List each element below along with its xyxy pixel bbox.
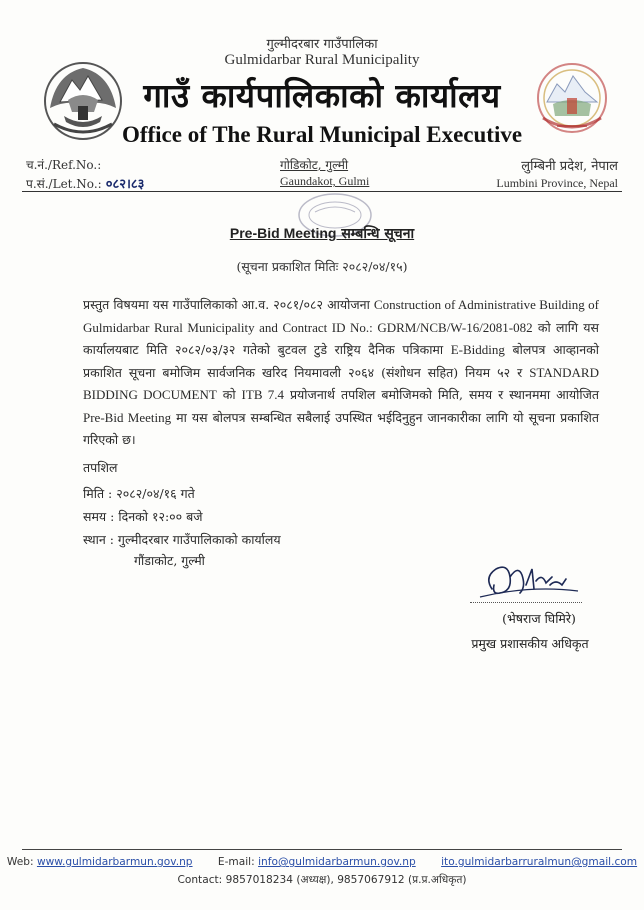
province-np: लुम्बिनी प्रदेश, नेपाल [521, 159, 618, 174]
letter-number-label: प.सं./Let.No.: [26, 177, 102, 191]
body-text: प्रयोजनार्थ तपशिल बमोजिमको मिति, समय र स्थानममा आयोजित [283, 387, 599, 402]
bidding-type: E-Bidding [450, 342, 505, 357]
body-text: बोलपत्र आव्हानको प्रकाशित सूचना बमोजिम सार्वजनिक खरिद नियमावली २०६४ (संशोधन सहित) नियम ५२ र [83, 342, 599, 380]
notice-body [83, 294, 599, 452]
footer-divider [22, 849, 622, 850]
province-en: Lumbini Province, Nepal [496, 176, 618, 190]
office-location-np: गोडिकोट, गुल्मी [280, 158, 349, 172]
body-text: प्रस्तुत विषयमा यस गाउँपालिकाको आ.व. २०८१/०८२ आयोजना [83, 297, 374, 312]
schedule-place-line2: गौंडाकोट, गुल्मी [134, 553, 205, 568]
municipality-name-np: गुल्मीदरबार गाउँपालिका [266, 37, 378, 52]
letter-number-value: ०८२।८३ [105, 177, 145, 192]
office-title-en: Office of The Rural Municipal Executive [121, 122, 523, 147]
schedule-heading: तपशिल [83, 460, 118, 475]
footer-links [0, 856, 644, 868]
publication-date: (सूचना प्रकाशित मितिः २०८२/०४/१५) [236, 259, 408, 274]
website-link[interactable]: www.gulmidarbarmun.gov.np [36, 856, 193, 868]
project-name: Construction of Administrative Building of Gulmidarbar Rural Municipality and Contract ID No.: GDRM/NCB/W-16/2081-082 [83, 297, 599, 335]
body-text: मा यस बोलपत्र सम्बन्धित सबैलाई उपस्थित भईदिनुहुन जानकारीका लागि यो सूचना प्रकाशित गरिएको छ। [83, 409, 599, 447]
office-title-np: गाउँ कार्यपालिकाको कार्यालय [143, 76, 501, 115]
signatory-title: प्रमुख प्रशासकीय अधिकृत [471, 636, 589, 651]
email2-link[interactable]: ito.gulmidarbarruralmun@gmail.com [441, 856, 638, 868]
schedule-time: समय : दिनको १२:०० बजे [83, 509, 203, 524]
municipality-name-en: Gulmidarbar Rural Municipality [224, 52, 420, 68]
meeting-name: Pre-Bid Meeting [83, 409, 172, 425]
itb-reference: ITB 7.4 [241, 387, 284, 402]
letter-number [26, 174, 144, 192]
schedule-date: मिति : २०८२/०४/१६ गते [83, 486, 195, 501]
email-link[interactable]: info@gulmidarbarmun.gov.np [258, 856, 416, 868]
office-location-en: Gaundakot, Gulmi [280, 174, 370, 188]
notice-title-np: सम्बन्धि सूचना [341, 226, 415, 242]
email-label: E-mail: [217, 856, 255, 868]
notice-title [0, 224, 644, 243]
web-label: Web: [6, 856, 34, 868]
notice-title-en: Pre-Bid Meeting [229, 225, 337, 241]
body-text: को [216, 387, 242, 402]
signatory-name: (भेषराज घिमिरे) [502, 611, 576, 626]
footer-contact: Contact: 9857018234 (अध्यक्ष), 9857067912 (प्र.प्र.अधिकृत) [177, 874, 467, 886]
body-text: को लागि यस कार्यालयबाट मिति २०८२/०३/३२ गतेको बुटवल टुडे राष्ट्रिय दैनिक पत्रिकामा [83, 319, 600, 357]
signature-icon [470, 555, 590, 605]
schedule-place: स्थान : गुल्मीदरबार गाउँपालिकाको कार्यालय [83, 532, 281, 547]
signature-line [470, 602, 582, 603]
ref-no-label: च.नं./Ref.No.: [26, 158, 102, 172]
sbd-reference: STANDARD BIDDING DOCUMENT [83, 364, 599, 402]
